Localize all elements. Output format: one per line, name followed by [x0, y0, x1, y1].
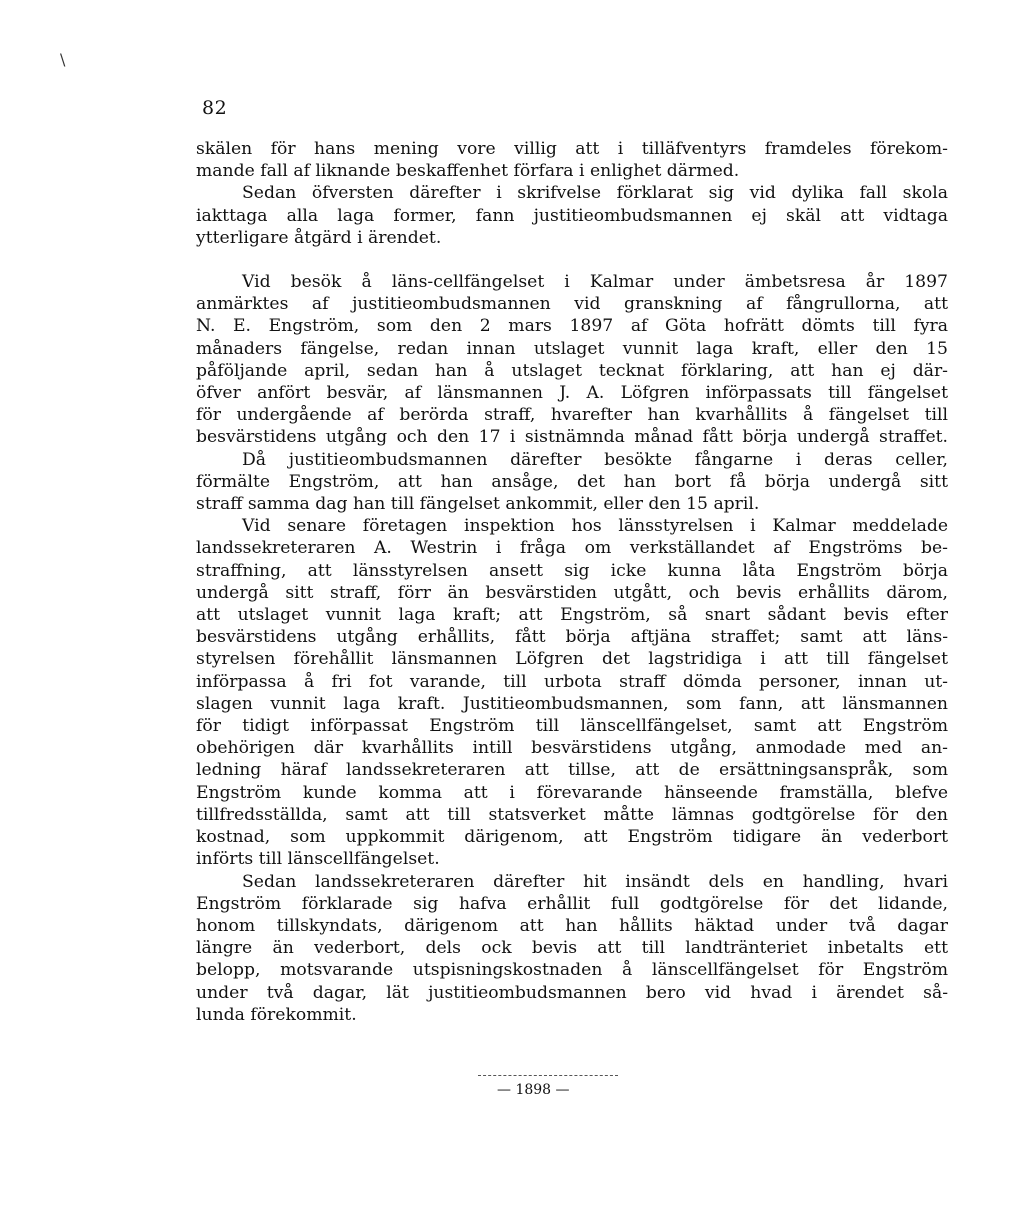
stray-mark: \ — [60, 50, 66, 69]
text-line: Då justitieombudsmannen därefter besökte fångarne i deras celler, — [242, 449, 948, 470]
text-line: ledning häraf landssekreteraren att tillse, att de ersättningsanspråk, som — [196, 760, 948, 781]
text-line: Sedan öfversten därefter i skrifvelse förklarat sig vid dylika fall skola — [242, 183, 948, 204]
page-number: 82 — [202, 97, 228, 119]
text-line: öfver anfört besvär, af länsmannen J. A. Löfgren införpassats till fängelset — [196, 383, 948, 404]
text-line: att utslaget vunnit laga kraft; att Engström, så snart sådant bevis efter — [196, 605, 948, 626]
text-line: obehörigen där kvarhållits intill besvärstidens utgång, anmodade med an- — [196, 738, 948, 759]
text-line: Engström kunde komma att i förevarande hänseende framställa, blefve — [196, 782, 948, 803]
text-line: skälen för hans mening vore villig att i tilläfventyrs framdeles förekom- — [196, 139, 948, 159]
text-line: N. E. Engström, som den 2 mars 1897 af Göta hofrätt dömts till fyra — [196, 316, 948, 337]
text-line: ytterligare åtgärd i ärendet. — [196, 227, 442, 248]
body-text — [196, 138, 948, 1026]
text-line: lunda förekommit. — [196, 1004, 357, 1025]
text-line: påföljande april, sedan han å utslaget tecknat förklaring, att han ej där- — [196, 360, 948, 381]
text-line: styrelsen förehållit länsmannen Löfgren det lagstridiga i att till fängelset — [196, 649, 948, 670]
footer-year: — 1898 — — [497, 1082, 570, 1098]
text-line: Vid besök å läns-cellfängelset i Kalmar under ämbetsresa år 1897 — [242, 272, 948, 293]
paragraph-gap — [196, 249, 948, 271]
text-line: iakttaga alla laga former, fann justitieombudsmannen ej skäl att vidtaga — [196, 205, 948, 226]
text-line: honom tillskyndats, därigenom att han hållits häktad under två dagar — [196, 915, 948, 936]
text-line: under två dagar, lät justitieombudsmannen bero vid hvad i ärendet så- — [196, 982, 948, 1003]
text-line: belopp, motsvarande utspisningskostnaden å länscellfängelset för Engström — [196, 960, 948, 981]
text-line: besvärstidens utgång erhållits, fått börja aftjäna straffet; samt att läns- — [196, 627, 948, 648]
text-line: tillfredsställda, samt att till statsverket måtte lämnas godtgörelse för den — [196, 804, 948, 825]
text-line: undergå sitt straff, förr än besvärstiden utgått, och bevis erhållits därom, — [196, 582, 948, 603]
footer-rule — [478, 1075, 618, 1077]
text-line: landssekreteraren A. Westrin i fråga om verkställandet af Engströms be- — [196, 538, 948, 559]
text-line: anmärktes af justitieombudsmannen vid granskning af fångrullorna, att — [196, 294, 948, 315]
text-line: för tidigt införpassat Engström till länscellfängelset, samt att Engström — [196, 716, 948, 737]
text-line: införts till länscellfängelset. — [196, 849, 440, 870]
text-line: förmälte Engström, att han ansåge, det han bort få börja undergå sitt — [196, 471, 948, 492]
text-line: för undergående af berörda straff, hvarefter han kvarhållits å fängelset till — [196, 405, 948, 426]
text-line: Vid senare företagen inspektion hos länsstyrelsen i Kalmar meddelade — [242, 516, 948, 537]
text-line: längre än vederbort, dels ock bevis att till landtränteriet inbetalts ett — [196, 938, 948, 959]
text-line: besvärstidens utgång och den 17 i sistnämnda månad fått börja undergå straffet. — [196, 427, 948, 448]
text-line: Sedan landssekreteraren därefter hit insändt dels en handling, hvari — [242, 871, 948, 892]
text-line: kostnad, som uppkommit därigenom, att Engström tidigare än vederbort — [196, 827, 948, 848]
text-line: straff samma dag han till fängelset ankommit, eller den 15 april. — [196, 494, 760, 515]
text-line: Engström förklarade sig hafva erhållit full godtgörelse för det lidande, — [196, 893, 948, 914]
text-line: mande fall af liknande beskaffenhet förfara i enlighet därmed. — [196, 161, 740, 182]
text-line: införpassa å fri fot varande, till urbota straff dömda personer, innan ut- — [196, 671, 948, 692]
text-line: månaders fängelse, redan innan utslaget vunnit laga kraft, eller den 15 — [196, 338, 948, 359]
text-line: straffning, att länsstyrelsen ansett sig icke kunna låta Engström börja — [196, 560, 948, 581]
text-line: slagen vunnit laga kraft. Justitieombudsmannen, som fann, att länsmannen — [196, 693, 948, 714]
